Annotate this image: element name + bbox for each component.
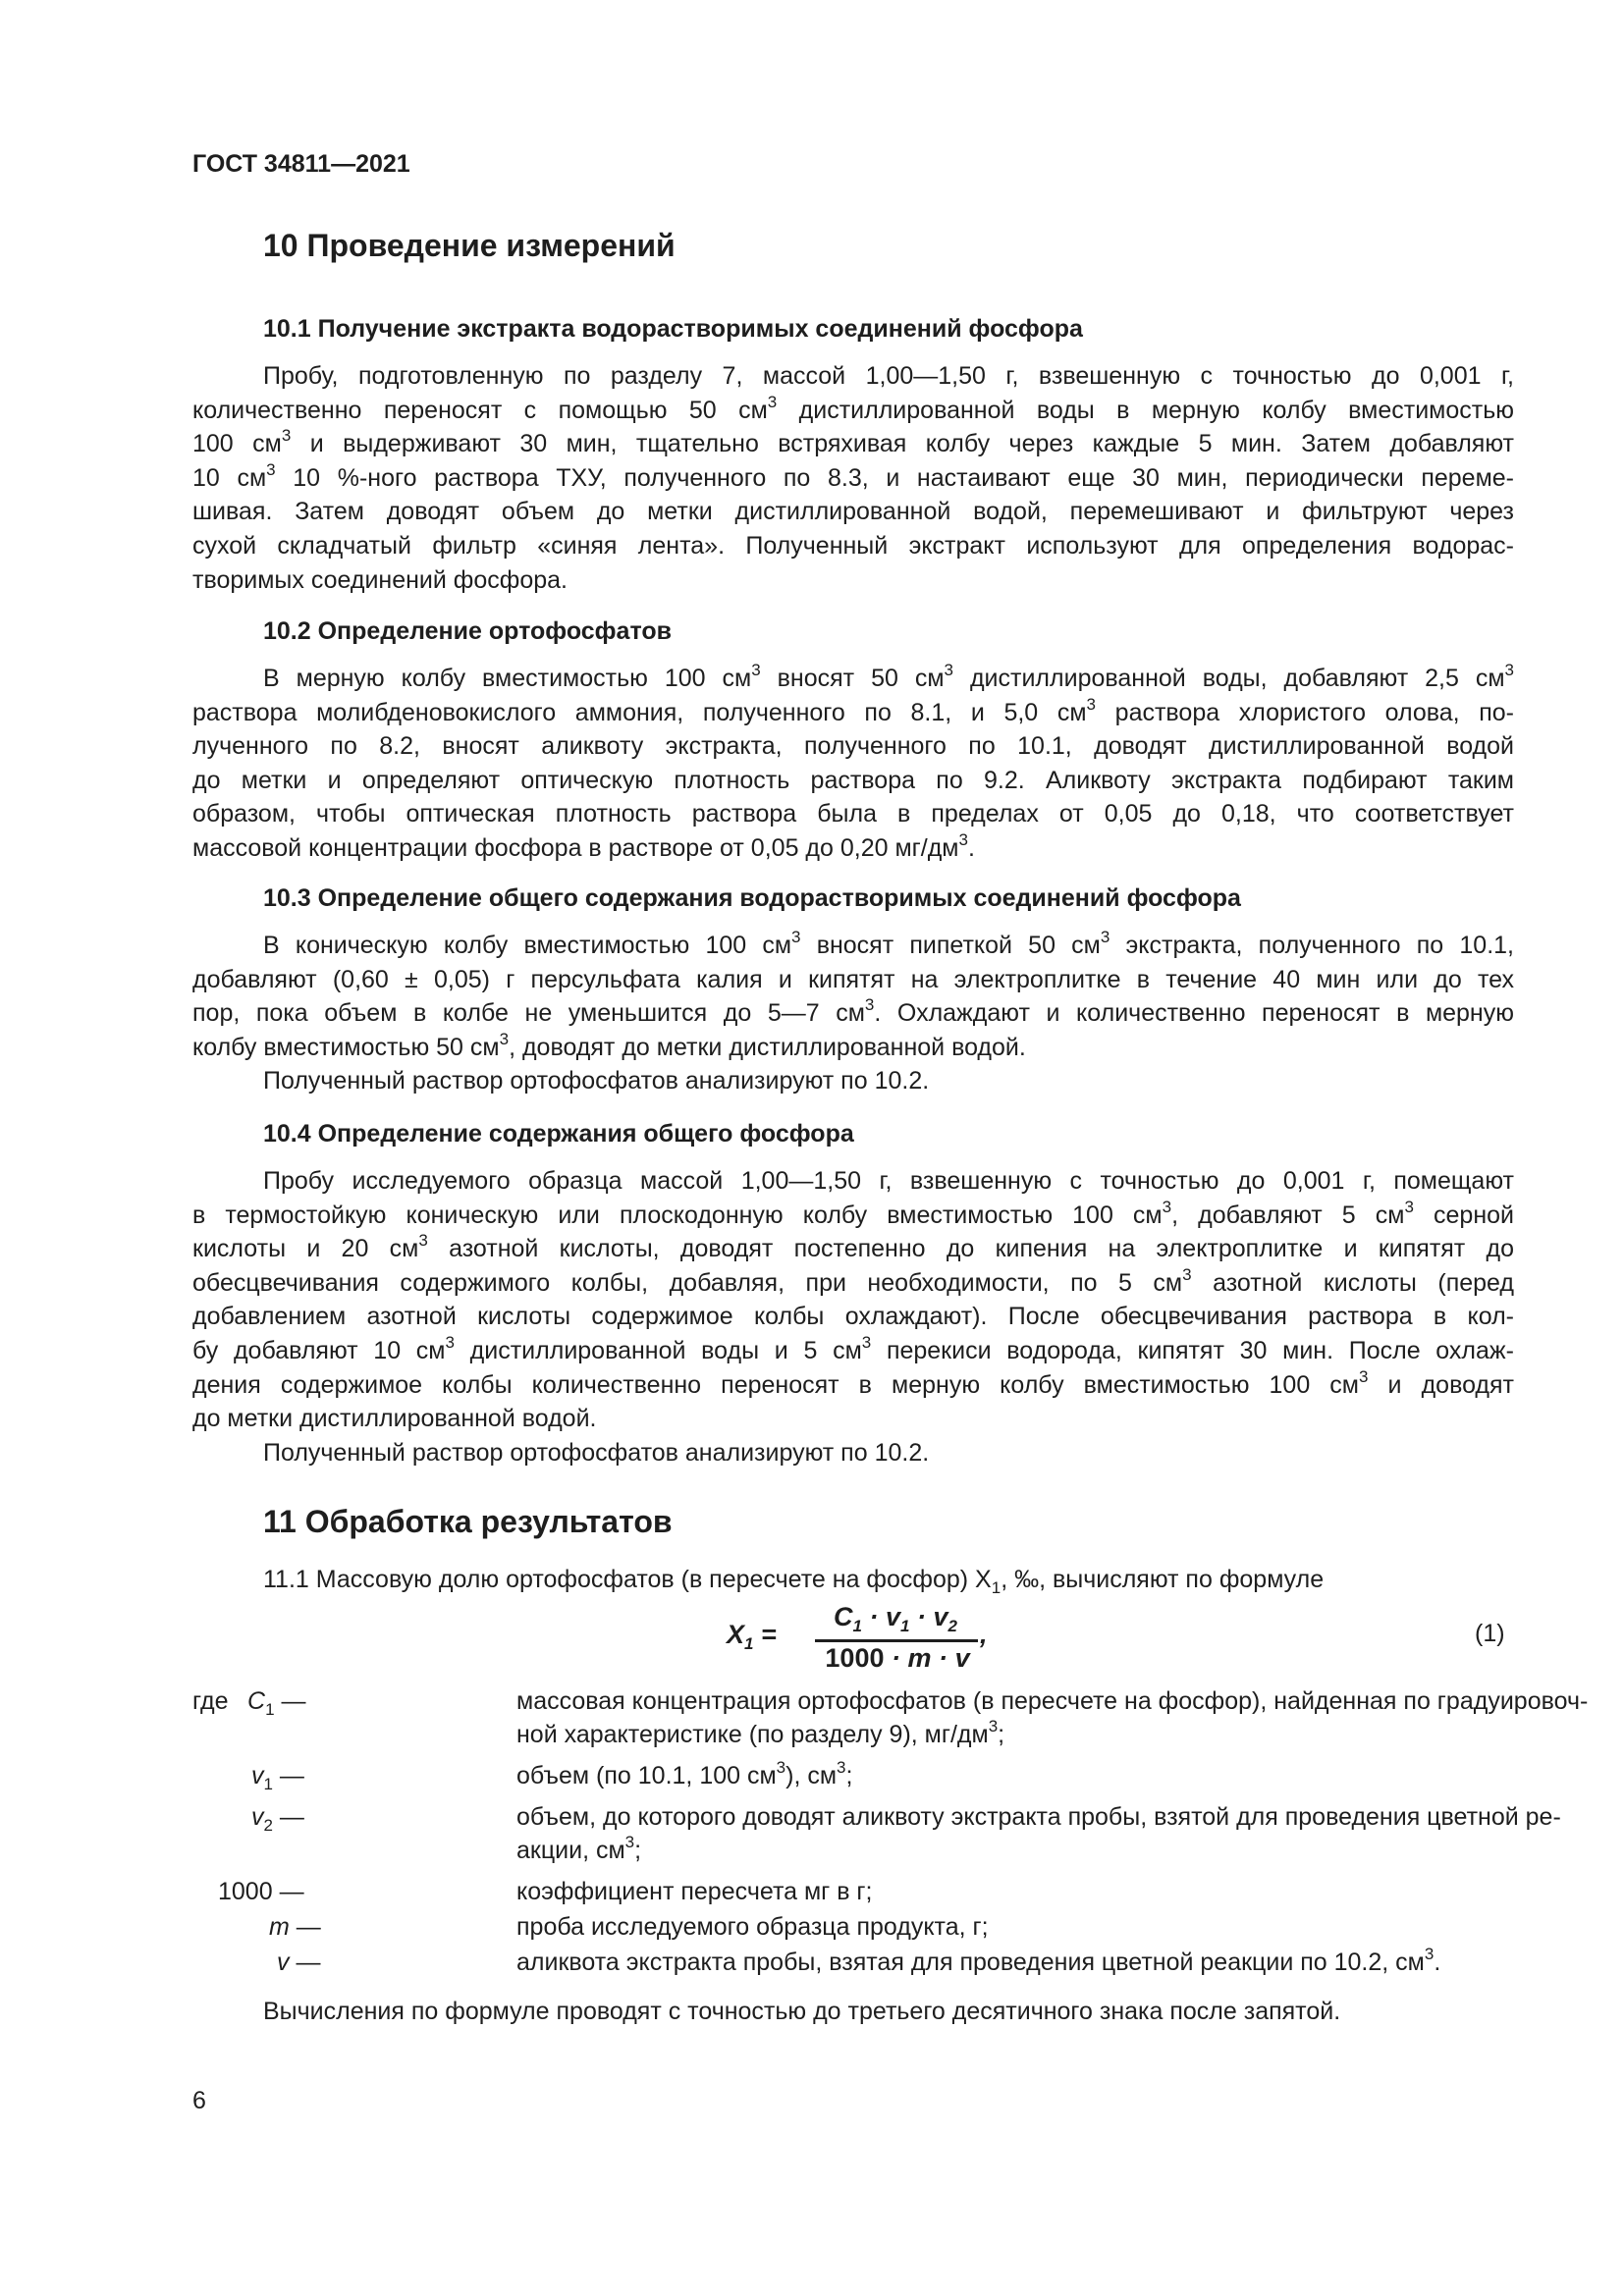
section-10-1-title: 10.1 Получение экстракта водорастворимых соединений фосфора — [263, 315, 1083, 343]
text-line: образом, чтобы оптическая плотность раствора была в пределах от 0,05 до 0,18, что соответствует — [192, 800, 1514, 828]
formula-1 — [727, 1602, 988, 1681]
text-line: добавляют (0,60 ± 0,05) г персульфата калия и кипятят на электроплитке в течение 40 мин или до тех — [192, 965, 1514, 993]
precision-note: Вычисления по формуле проводят с точностью до третьего десятичного знака после запятой. — [263, 1998, 1341, 2025]
text-line: обесцвечивания содержимого колбы, добавляя, при необходимости, по 5 $см^3$ азотной кислоты (перед — [192, 1264, 1514, 1297]
formula-lhs: $X_1$ = — [727, 1620, 777, 1653]
text-line: коэффициент пересчета мг в г; — [516, 1878, 873, 1905]
definition-text — [516, 1946, 1514, 1979]
text-line: проба исследуемого образца продукта, г; — [516, 1913, 989, 1941]
definition-text — [516, 1875, 1514, 1908]
symbol-v2: $v_2$ — — [251, 1803, 304, 1835]
text-line: массовой концентрации фосфора в растворе от 0,05 до 0,20 $мг/дм^3$. — [192, 829, 975, 862]
text-line: добавлением азотной кислоты содержимое колбы охлаждают). После обесцвечивания раствора в кол- — [192, 1303, 1514, 1331]
text-line: акции, $см^3$; — [516, 1833, 642, 1864]
symbol-v1: $v_1$ — — [251, 1762, 304, 1793]
definition-text — [516, 1759, 1514, 1792]
section-10-2-title: 10.2 Определение ортофосфатов — [263, 617, 672, 645]
section-10-2-paragraph — [192, 662, 1514, 866]
text-line: Полученный раствор ортофосфатов анализируют по 10.2. — [263, 1067, 930, 1095]
section-10-4-paragraph — [192, 1164, 1514, 1469]
definition-text — [516, 1684, 1589, 1751]
text-line: до метки и определяют оптическую плотность раствора по 9.2. Аликвоту экстракта подбирают таким — [192, 766, 1514, 794]
text-line: в термостойкую коническую или плоскодонную колбу вместимостью 100 $см^3$, добавляют 5 $см^3$ серной — [192, 1197, 1514, 1229]
text-line: творимых соединений фосфора. — [192, 565, 568, 594]
text-line: лученного по 8.2, вносят аликвоту экстракта, полученного по 10.1, доводят дистиллированной водой — [192, 732, 1514, 761]
text-line: количественно переносят с помощью 50 $см^3$ дистиллированной воды в мерную колбу вместимостью — [192, 392, 1514, 424]
text-line: аликвота экстракта пробы, взятая для проведения цветной реакции по 10.2, $см^3$. — [516, 1945, 1441, 1976]
text-line: бу добавляют 10 $см^3$ дистиллированной воды и 5 $см^3$ перекиси водорода, кипятят 30 мин. После охлаж- — [192, 1332, 1514, 1364]
text-line: колбу вместимостью 50 $см^3$, доводят до метки дистиллированной водой. — [192, 1029, 1026, 1061]
equation-number: (1) — [1475, 1620, 1505, 1647]
text-line: пор, пока объем в колбе не уменьшится до 5—7 $см^3$. Охлаждают и количественно переносят в мерную — [192, 995, 1514, 1028]
formula-comma: , — [980, 1620, 988, 1649]
fraction-bar — [815, 1639, 978, 1642]
text-line: до метки дистиллированной водой. — [192, 1405, 597, 1433]
section-10-1-paragraph — [192, 359, 1514, 597]
section-10-3-title: 10.3 Определение общего содержания водорастворимых соединений фосфора — [263, 884, 1241, 912]
definition-text — [516, 1800, 1561, 1867]
text-line: Пробу исследуемого образца массой 1,00—1,50 г, взвешенную с точностью до 0,001 г, помещают — [263, 1167, 1514, 1195]
page-number: 6 — [192, 2087, 206, 2114]
text-line: сухой складчатый фильтр «синяя лента». Полученный экстракт используют для определения водорас- — [192, 531, 1514, 560]
formula-numerator: $C_1 \cdot v_1 \cdot v_2$ — [833, 1602, 958, 1635]
section-10-3-paragraph — [192, 929, 1514, 1098]
symbol-v: v — — [277, 1949, 321, 1976]
text-line: дения содержимое колбы количественно переносят в мерную колбу вместимостью 100 $см^3$ и доводят — [192, 1366, 1514, 1399]
symbol-m: m — — [269, 1913, 321, 1941]
section-11-1-intro: 11.1 Массовую долю ортофосфатов (в пересчете на фосфор) $X_1$, ‰, вычисляют по формуле — [263, 1566, 1325, 1597]
text-line: Полученный раствор ортофосфатов анализируют по 10.2. — [263, 1438, 930, 1467]
text-line: кислоты и 20 $см^3$ азотной кислоты, доводят постепенно до кипения на электроплитке и кипятят до — [192, 1231, 1515, 1263]
text-line: массовая концентрация ортофосфатов (в пересчете на фосфор), найденная по градуировоч- — [516, 1687, 1589, 1715]
section-11-title: 11 Обработка результатов — [263, 1504, 673, 1539]
text-line: В коническую колбу вместимостью 100 $см^3$ вносят пипеткой 50 $см^3$ экстракта, полученного по 10.1, — [263, 928, 1514, 959]
section-10-title: 10 Проведение измерений — [263, 228, 676, 263]
symbol-c1: $C_1$ — — [247, 1687, 306, 1719]
formula-denominator: 1000 · m · v — [825, 1643, 970, 1673]
section-10-4-title: 10.4 Определение содержания общего фосфора — [263, 1120, 854, 1148]
text-line: шивая. Затем доводят объем до метки дистиллированной водой, перемешивают и фильтруют через — [192, 498, 1514, 526]
text-line: В мерную колбу вместимостью 100 $см^3$ вносят 50 $см^3$ дистиллированной воды, добавляют 2,5 $см^3$ — [263, 661, 1514, 692]
symbol-1000: 1000 — — [218, 1878, 304, 1905]
definition-text — [516, 1910, 1514, 1944]
standard-header: ГОСТ 34811—2021 — [192, 150, 410, 178]
text-line: 10 $см^3$ 10 %-ного раствора ТХУ, полученного по 8.3, и настаивают еще 30 мин, периодически переме- — [192, 459, 1514, 492]
text-line: раствора молибденовокислого аммония, полученного по 8.1, и 5,0 $см^3$ раствора хлористого олова, по- — [192, 694, 1514, 726]
text-line: объем, до которого доводят аликвоту экстракта пробы, взятой для проведения цветной ре- — [516, 1803, 1561, 1831]
text-line: Пробу, подготовленную по разделу 7, массой 1,00—1,50 г, взвешенную с точностью до 0,001 г, — [263, 362, 1514, 390]
where-label: где — [192, 1687, 229, 1715]
text-line: объем (по 10.1, 100 $см^3$), $см^3$; — [516, 1758, 853, 1789]
text-line: ной характеристике (по разделу 9), $мг/дм^3$; — [516, 1717, 1005, 1748]
text-line: 100 $см^3$ и выдерживают 30 мин, тщательно встряхивая колбу через каждые 5 мин. Затем добавляют — [192, 426, 1514, 458]
